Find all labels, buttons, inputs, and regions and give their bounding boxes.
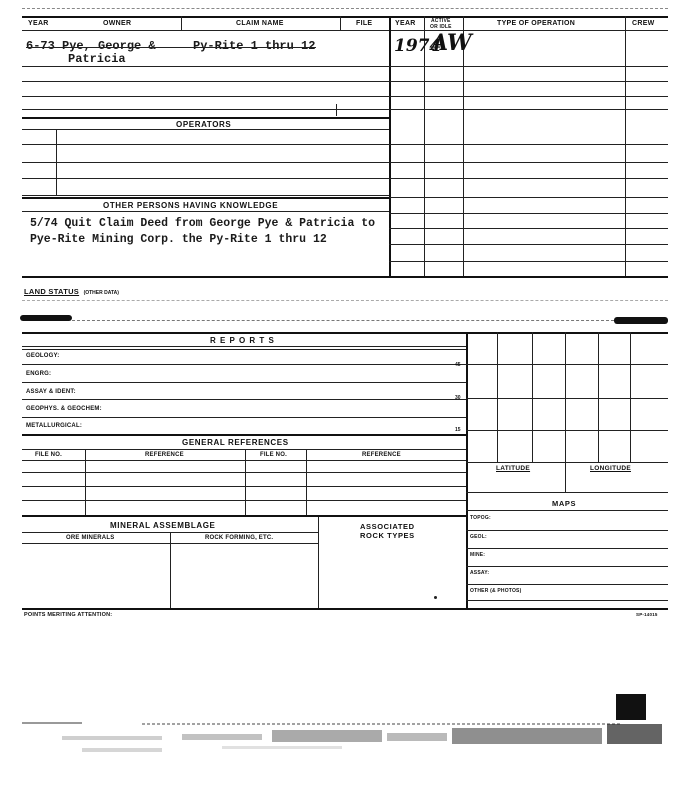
other-persons-line1: 5/74 Quit Claim Deed from George Pye & Patricia to (30, 217, 376, 230)
scale-15: 15 (455, 427, 461, 433)
col-type-of-operation-header: TYPE OF OPERATION (497, 20, 576, 27)
smudge-right (614, 317, 668, 324)
entry-owner-line2: Patricia (68, 52, 126, 66)
scan-artifact-band (22, 720, 668, 760)
maps-row-topog: TOPOG: (470, 515, 491, 521)
col-year-header: YEAR (28, 20, 49, 27)
land-status-sub: (OTHER DATA) (83, 290, 119, 296)
scale-45: 45 (455, 362, 461, 368)
entry-year-owner: 6-73 Pye, George & (26, 39, 156, 53)
other-persons-label: OTHER PERSONS HAVING KNOWLEDGE (103, 201, 279, 210)
report-row-assay: ASSAY & IDENT: (26, 389, 76, 395)
general-references-title: GENERAL REFERENCES (182, 438, 289, 447)
reports-title: R E P O R T S (210, 336, 275, 345)
gen-ref-col-reference-2: REFERENCE (362, 452, 401, 458)
entry-year-handwritten: 1974 (394, 36, 442, 56)
gen-ref-col-file-no-2: FILE NO. (260, 452, 287, 458)
points-meriting-attention-label: POINTS MERITING ATTENTION: (24, 612, 113, 618)
land-status-label (24, 281, 119, 299)
report-row-geophys: GEOPHYS. & GEOCHEM: (26, 406, 102, 412)
land-status-title: LAND STATUS (24, 287, 80, 296)
col-claim-name-header: CLAIM NAME (236, 20, 284, 27)
maps-row-assay: ASSAY: (470, 570, 490, 576)
operators-label: OPERATORS (176, 120, 232, 129)
latitude-label: LATITUDE (496, 465, 531, 472)
maps-row-geol: GEOL: (470, 534, 487, 540)
associated-rock-types-line1: ASSOCIATED (360, 522, 415, 531)
gen-ref-col-file-no-1: FILE NO. (35, 452, 62, 458)
col-file-header: FILE (356, 20, 373, 27)
col-active-idle-header-line1: ACTIVE (431, 18, 451, 24)
maps-row-other: OTHER (& PHOTOS) (470, 588, 522, 594)
other-persons-line2: Pye-Rite Mining Corp. the Py-Rite 1 thru 12 (30, 233, 327, 246)
col-crew-header: CREW (632, 20, 655, 27)
associated-rock-types-line2: ROCK TYPES (360, 531, 415, 540)
maps-row-mine: MINE: (470, 552, 486, 558)
maps-title: MAPS (552, 499, 577, 508)
col-active-idle-header-line2: OR IDLE (430, 24, 452, 30)
entry-status-handwritten: AW (431, 30, 472, 56)
form-number: SP-14015 (636, 612, 658, 617)
report-row-engrg: ENGRG: (26, 371, 52, 377)
scale-30: 30 (455, 395, 461, 401)
entry-claim-name: Py-Rite 1 thru 12 (193, 39, 316, 53)
col-owner-header: OWNER (103, 20, 132, 27)
col-year2-header: YEAR (395, 20, 416, 27)
rock-forming-label: ROCK FORMING, ETC. (205, 535, 274, 541)
report-row-geology: GEOLOGY: (26, 353, 60, 359)
smudge-left (20, 315, 72, 321)
report-row-metallurgical: METALLURGICAL: (26, 423, 83, 429)
corner-black-block (616, 694, 646, 720)
gen-ref-col-reference-1: REFERENCE (145, 452, 184, 458)
mineral-assemblage-title: MINERAL ASSEMBLAGE (110, 521, 216, 530)
ore-minerals-label: ORE MINERALS (66, 535, 115, 541)
longitude-label: LONGITUDE (590, 465, 631, 472)
